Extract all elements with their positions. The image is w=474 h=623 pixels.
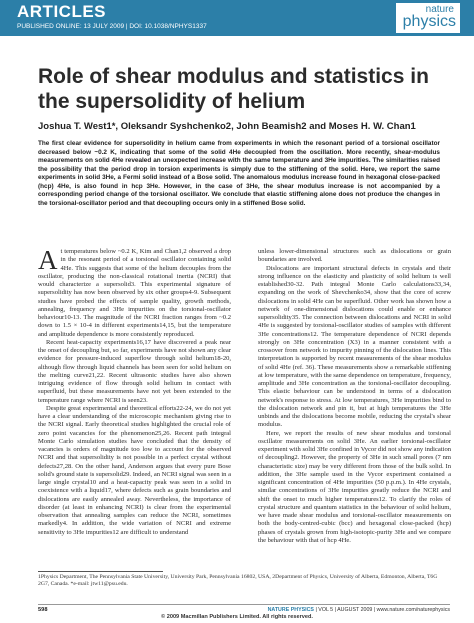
- footnote-divider: [38, 571, 163, 572]
- author-affiliations: 1Physics Department, The Pennsylvania State University, University Park, Pennsylvania 16802, USA, 2Department of Physics, University of Alberta, Edmonton, Alberta, T6G 2G7, Canada. *e-mail: jtw11@psu.edu.: [38, 574, 438, 588]
- article-title: Role of shear modulus and statistics in the supersolidity of helium: [38, 65, 429, 113]
- journal-citation: [268, 607, 450, 613]
- drop-cap: A: [38, 245, 58, 275]
- abstract: The first clear evidence for supersolidity in helium came from experiments in which the resonant period of a torsional oscillator decreased below ~0.2 K, indicating that some of the solid 4He decoupled from the oscillation. More recently, shear-modulus measurements on solid 4He revealed an unexpected increase with the same temperature and 3He impurities. The similarities raised the possibility that the period drop in torsion experiments is simply due to the stiffening of the solid. Here, we report the same experiments in solid 3He, a Fermi solid instead of a Bose solid. The anomalous modulus increase found in hexagonal close-packed (hcp) 4He, is also found in hcp 3He. However, in the case of 3He, the shear modulus increase is not accompanied by a corresponding period change of the torsional oscillator. We conclude that elastic stiffening alone does not produce the changes in the torsional-oscillator period and that decoupling occurs only in a stiffened Bose solid.: [38, 140, 440, 207]
- author-list: Joshua T. West1*, Oleksandr Syshchenko2, John Beamish2 and Moses H. W. Chan1: [38, 121, 416, 132]
- journal-logo-line1: nature: [425, 4, 454, 15]
- journal-name: NATURE PHYSICS: [267, 607, 314, 613]
- body-paragraph: Recent heat-capacity experiments16,17 have discovered a peak near the onset of decoupling but, so far, experiments have not shown any clear evidence for pressure-induced superflow through solid helium18-20, although flow through liquid channels has been seen for solid helium on the melting curve21,22. Recent ultrasonic studies have also shown intriguing evidence of flow through solid helium in contact with superfluid, but these measurements have not yet been extended to the temperature range where NCRI is seen23.: [38, 338, 231, 404]
- section-label: ARTICLES: [17, 2, 106, 21]
- journal-logo: [396, 3, 460, 33]
- body-paragraph: unless lower-dimensional structures such as dislocations or grain boundaries are involved.: [258, 248, 451, 264]
- journal-issue-info: | VOL 5 | AUGUST 2009 | www.nature.com/naturephysics: [313, 607, 450, 613]
- body-paragraph: Dislocations are important structural defects in crystals and their strong influence on the elasticity and plasticity of solid helium is well established30-32. Path integral Monte Carlo calculations33,34, expanding on the work of Shevchenko34, show that the core of screw dislocations in solid 4He can be superfluid. Other work has shown how a network of one-dimensional dislocations could enable or enhance supersolidity35. The connection between dislocations and NCRI in solid 4He is suggested by torsional-oscillator studies of samples with different 3He concentrations12. The temperature dependence of NCRI depends strongly on 3He concentration (X3) in a manner consistent with a crossover from network to impurity pinning of the dislocation lines. This interpretation is supported by recent measurements of the shear modulus of solid 4He (ref. 36). These measurements show a remarkable stiffening at low temperature, with the same dependence on temperature, frequency, amplitude and 3He concentration as the torsional-oscillator decoupling. This elastic behaviour can be understood in terms of a dislocation network's response to stress. At low temperatures, 3He impurities bind to the dislocation network and pin it, but at high temperatures the 3He unbinds and the dislocations become mobile, reducing the crystal's shear modulus.: [258, 264, 451, 429]
- publication-info: PUBLISHED ONLINE: 13 JULY 2009 | DOI: 10.1038/NPHYS1337: [17, 23, 207, 30]
- body-column-left: [38, 245, 231, 537]
- page-number: 598: [38, 607, 48, 613]
- body-paragraph: Here, we report the results of new shear modulus and torsional oscillator measurements on solid 3He. An earlier torsional-oscillator experiment with solid 3He confined in Vycor did not show any indication of decoupling2. However, the property of 3He in such small pores (7 nm characteristic size) may be very different from those of the bulk solid. In addition, the 3He sample used in the Vycor experiment contained a significant concentration of 4He impurities (50 p.p.m.). In 4He crystals, similar concentrations of 3He impurities greatly reduce the NCRI and shift the onset to much higher temperatures12. To clarify the roles of crystal structure and quantum statistics in the behaviour of solid helium, we have made shear modulus and torsional-oscillator measurements on both the body-centred-cubic (bcc) and hexagonal close-packed (hcp) phases of crystals grown from high-isotopic-purity 3He and we compare the behaviour with that of hcp 4He.: [258, 429, 451, 544]
- article-header-bar: [0, 0, 474, 36]
- body-paragraph: t temperatures below ~0.2 K, Kim and Chan1,2 observed a drop in the resonant period of a torsional oscillator containing solid 4He. This suggests that some of the helium decouples from the oscillator, producing the non-classical rotational inertia (NCRI) that would characterize a supersolid3. This experimental signature of supersolidity has now been observed by six other groups4-9. Subsequent studies have probed the effects of sample quality, growth methods, annealing, frequency and 3He impurities on the torsional-oscillator behaviour10-13. The magnitude of the NCRI fraction ranges from ~0.2 down to 1.5 × 10-4 in different experiments14,15, but the temperature and amplitude dependence is more consistently reproduced.: [38, 248, 231, 338]
- journal-logo-line2: physics: [402, 13, 456, 30]
- footer-divider: [38, 604, 450, 605]
- body-paragraph: Despite great experimental and theoretical efforts22-24, we do not yet have a clear understanding of the microscopic mechanism giving rise to the NCRI signal. Early theoretical studies highlighted the crucial role of zero point vacancies for the phenomenon25,26. Recent path integral Monte Carlo simulation studies have concluded that the density of vacancies is orders of magnitude too low to account for the observed NCRI and that supersolidity is not possible in a perfect crystal without defects27,28. On the other hand, Anderson argues that every pure Bose solid's ground state is supersolid29. Indeed, an NCRI signal was seen in a large single crystal10 and a heat-capacity peak was seen in a solid in coexistence with a liquid17, where defects such as grain boundaries and dislocations are easily annealed away. Nevertheless, the importance of disorder (at least in enhancing NCRI) is clear from the experimental observation that annealing samples can reduce the NCRI, sometimes markedly4. In addition, the wide variation of NCRI and extreme sensitivity to 3He impurities12 are difficult to understand: [38, 404, 231, 536]
- copyright-notice: © 2009 Macmillan Publishers Limited. All rights reserved.: [161, 614, 313, 620]
- body-column-right: [258, 248, 451, 545]
